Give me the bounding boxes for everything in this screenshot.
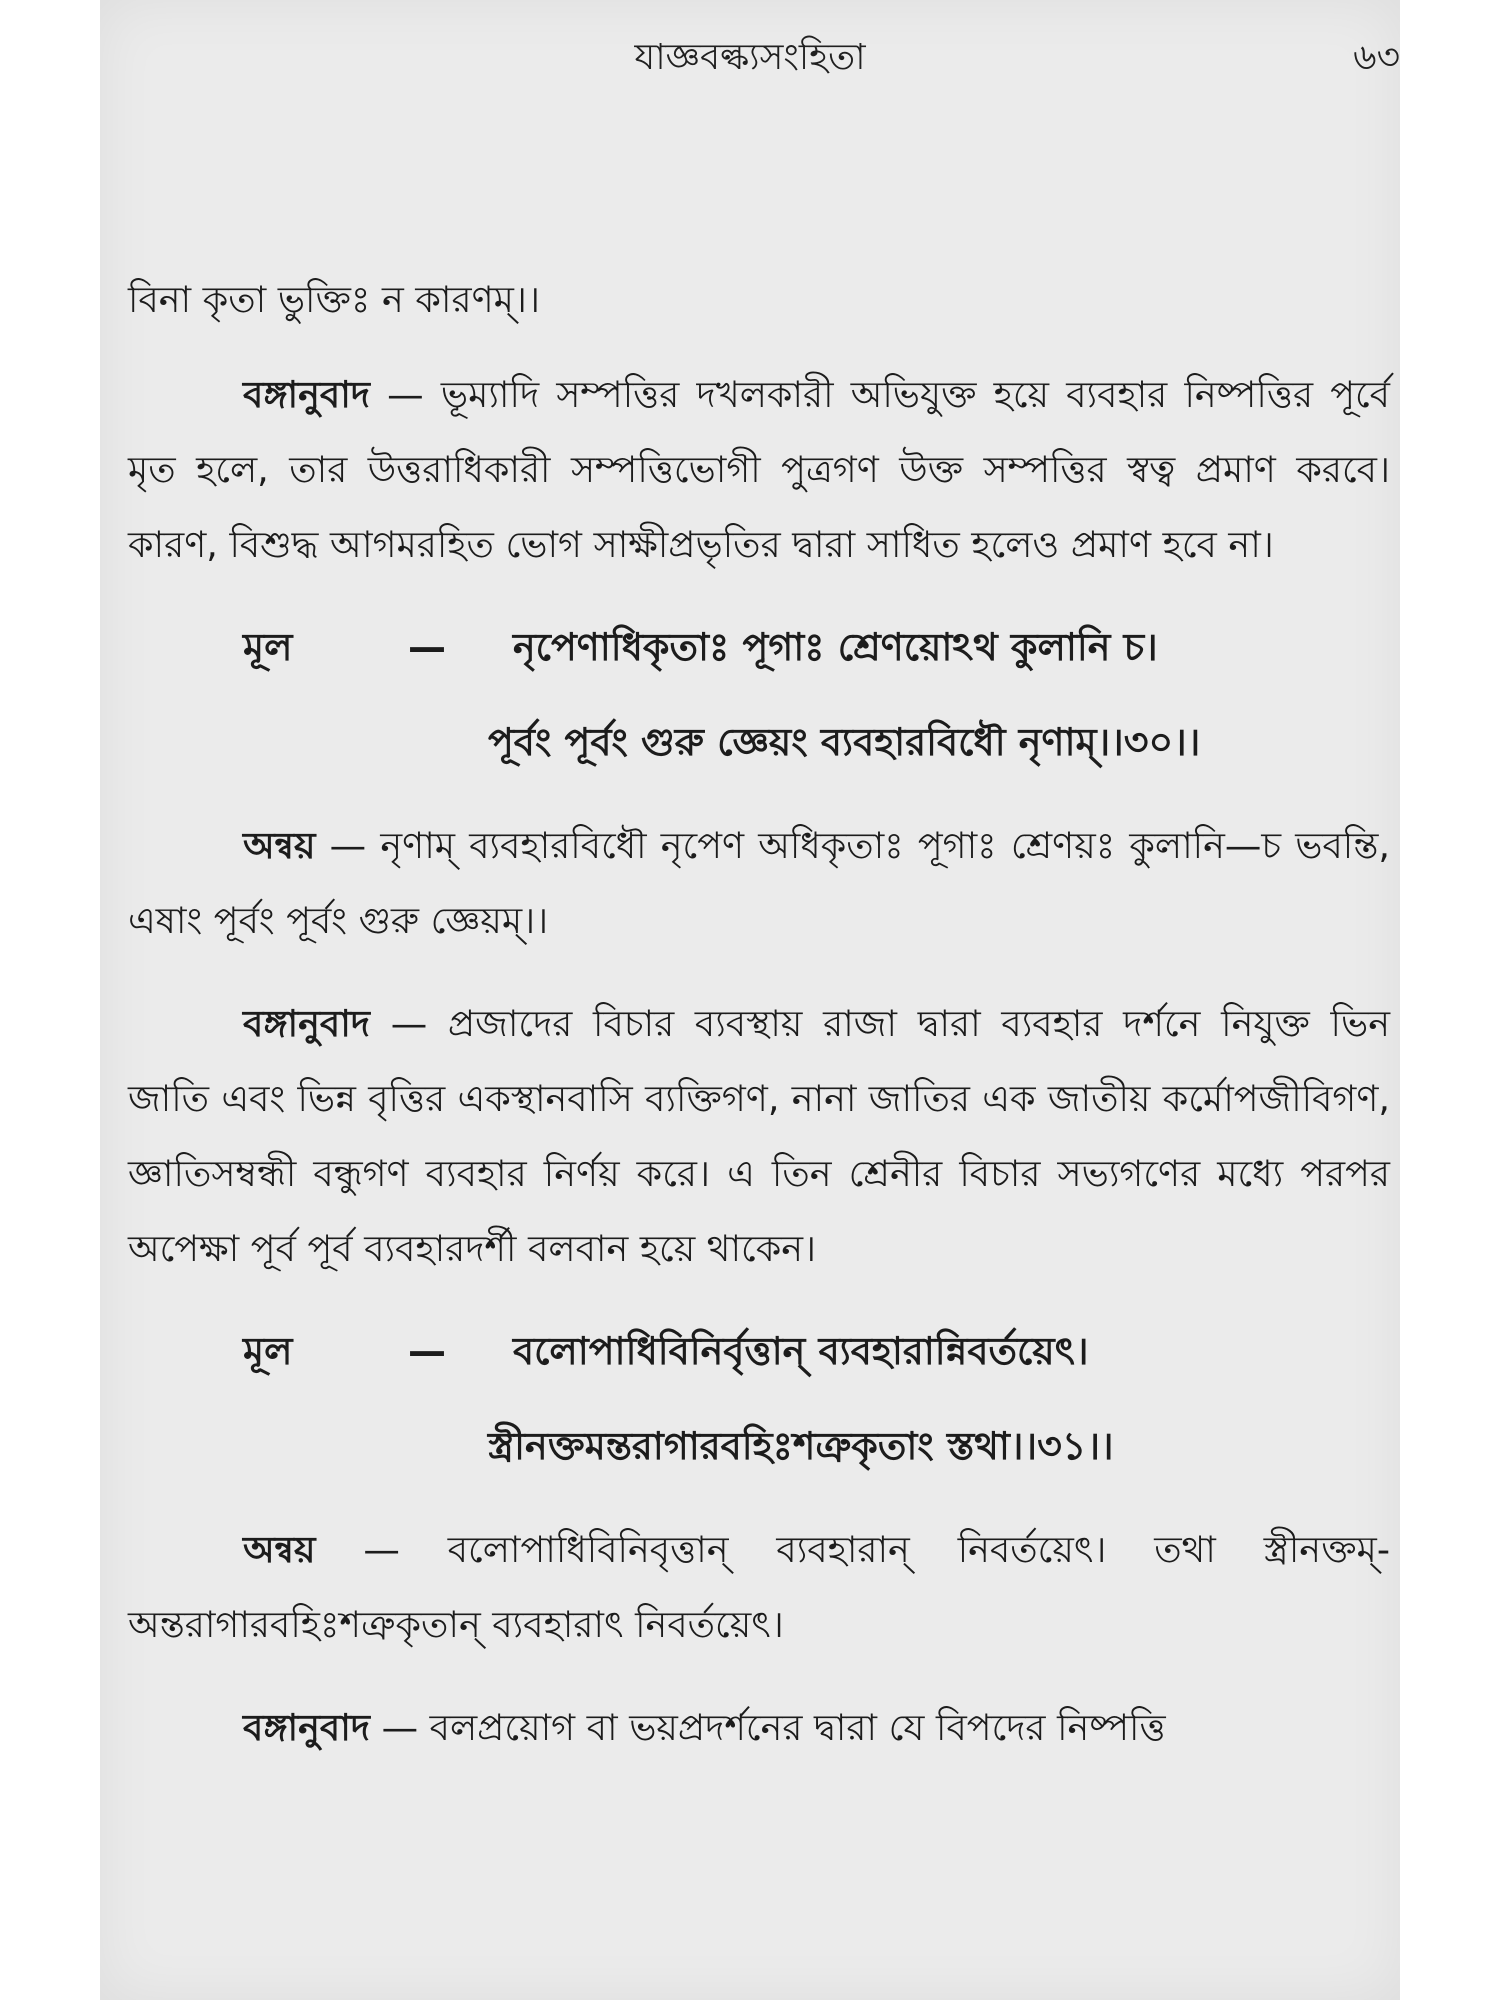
- page-header: [100, 22, 1400, 82]
- verse-31-line-1: [128, 1314, 1390, 1389]
- page-body: [128, 262, 1390, 1765]
- continuation-line: বিনা কৃতা ভুক্তিঃ ন কারণম্।।: [128, 278, 541, 321]
- verse-text: নৃপেণাধিকৃতাঃ পূগাঃ শ্রেণয়োঽথ কুলানি চ।: [513, 625, 1158, 669]
- verse-30-line-2: পূর্বং পূর্বং গুরু জ্ঞেয়ং ব্যবহারবিধৌ নৃণাম্।।৩০।।: [488, 720, 1201, 764]
- translation-text: — ভূম্যাদি সম্পত্তির দখলকারী অভিযুক্ত হয়ে ব্যবহার নিষ্পত্তির পূর্বে মৃত হলে, তার উত্তরাধিকারী সম্পত্তিভোগী পুত্রগণ উক্ত সম্পত্তির স্বত্ব প্রমাণ করবে। কারণ, বিশুদ্ধ আগমরহিত ভোগ সাক্ষীপ্রভৃতির দ্বারা সাধিত হলেও প্রমাণ হবে না।: [128, 373, 1390, 566]
- translation-text: — বলপ্রয়োগ বা ভয়প্রদর্শনের দ্বারা যে বিপদের নিষ্পত্তি: [369, 1706, 1166, 1749]
- translation-label: বঙ্গানুবাদ: [243, 1706, 370, 1749]
- verse-text: বলোপাধিবিনির্বৃত্তান্ ব্যবহারান্নিবর্তয়েৎ।: [513, 1329, 1089, 1373]
- anvaya-text: — বলোপাধিবিনিবৃত্তান্ ব্যবহারান্ নিবর্তয়েৎ। তথা স্ত্রীনক্তম্-অন্তরাগারবহিঃশত্রুকৃতান্ ব্যবহারাৎ নিবর্তয়েৎ।: [128, 1528, 1390, 1646]
- translation-paragraph-30: [128, 986, 1390, 1286]
- anvaya-text: — নৃণাম্ ব্যবহারবিধৌ নৃপেণ অধিকৃতাঃ পূগাঃ শ্রেণয়ঃ কুলানি—চ ভবন্তি, এষাং পূর্বং পূর্বং গুরু জ্ঞেয়ম্।।: [128, 824, 1390, 942]
- verse-31-line-2: স্ত্রীনক্তমন্তরাগারবহিঃশত্রুকৃতাং স্তথা।।৩১।।: [488, 1424, 1114, 1468]
- verse-dash: —: [408, 625, 446, 669]
- anvaya-paragraph-31: [128, 1512, 1390, 1662]
- mula-label: মূল: [243, 1329, 293, 1373]
- translation-label: বঙ্গানুবাদ: [243, 373, 370, 416]
- anvaya-paragraph-30: [128, 808, 1390, 958]
- book-page: [100, 0, 1400, 2000]
- translation-label: বঙ্গানুবাদ: [243, 1002, 370, 1045]
- verse-dash: —: [408, 1329, 446, 1373]
- translation-paragraph-31: [128, 1690, 1390, 1765]
- anvaya-label: অন্বয়: [243, 824, 316, 867]
- translation-paragraph-29: [128, 357, 1390, 582]
- mula-label: মূল: [243, 625, 293, 669]
- translation-text: — প্রজাদের বিচার ব্যবস্থায় রাজা দ্বারা ব্যবহার দর্শনে নিযুক্ত ভিন জাতি এবং ভিন্ন বৃত্তির একস্থানবাসি ব্যক্তিগণ, নানা জাতির এক জাতীয় কর্মোপজীবিগণ, জ্ঞাতিসম্বন্ধী বন্ধুগণ ব্যবহার নির্ণয় করে। এ তিন শ্রেনীর বিচার সভ্যগণের মধ্যে পরপর অপেক্ষা পূর্ব পূর্ব ব্যবহারদর্শী বলবান হয়ে থাকেন।: [128, 1002, 1390, 1270]
- anvaya-label: অন্বয়: [243, 1528, 316, 1571]
- page-number: ৬৩: [1353, 37, 1400, 78]
- verse-30-line-1: [128, 610, 1390, 685]
- running-title: যাজ্ঞবল্ক্যসংহিতা: [634, 37, 866, 78]
